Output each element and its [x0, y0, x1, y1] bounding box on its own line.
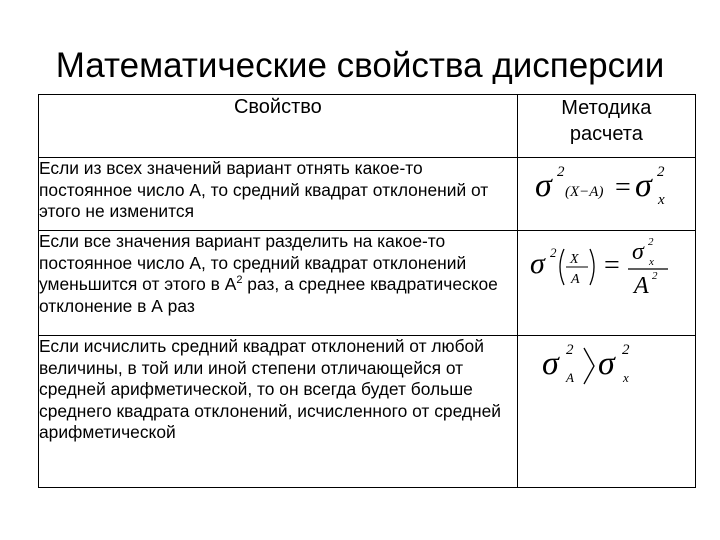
formula-argument: (X−A) [565, 184, 604, 200]
formula-equals: = [604, 250, 621, 281]
table-row [39, 336, 696, 488]
table-row [39, 158, 696, 231]
variance-shift-formula [531, 158, 681, 208]
formula-subscript-x: x [623, 370, 630, 385]
header-method-line1: Методика [561, 97, 652, 119]
formula-right-paren [590, 249, 594, 285]
formula-exponent: 2 [566, 342, 574, 358]
table-header-row [39, 95, 696, 158]
formula-cell-1 [517, 158, 695, 231]
formula-greater-than [584, 348, 594, 384]
formula-exponent: 2 [657, 164, 665, 180]
properties-table [38, 94, 696, 488]
formula-sigma: σ [535, 167, 553, 204]
property-text-2-after: раз, а среднее квадратическое отклонение в А раз [39, 274, 498, 316]
formula-sigma: σ [632, 239, 645, 265]
table-row [39, 231, 696, 336]
page-title: Математические свойства дисперсии [55, 46, 665, 85]
variance-scale-formula [526, 231, 686, 301]
formula-sigma: σ [530, 247, 546, 280]
header-method-line2: расчета [569, 123, 643, 145]
formula-left-paren [560, 249, 564, 285]
formula-sigma: σ [542, 345, 560, 382]
formula-cell-2 [517, 231, 695, 336]
variance-minimum-formula [536, 336, 676, 396]
formula-denominator-a: A [634, 273, 650, 299]
formula-subscript: x [649, 256, 655, 268]
property-text-2-sup: 2 [236, 274, 243, 287]
formula-equals: = [615, 172, 632, 203]
header-property: Свойство [39, 95, 518, 158]
formula-subscript-a: A [566, 370, 575, 385]
formula-numerator: X [570, 252, 579, 267]
property-text-1: Если из всех значений вариант отнять какое-то постоянное число А, то средний квадрат отклонений от этого не изменится [39, 158, 518, 231]
formula-exponent: 2 [550, 245, 557, 260]
formula-sigma: σ [635, 167, 653, 204]
formula-subscript: x [658, 192, 666, 208]
formula-exponent: 2 [557, 164, 565, 180]
header-method [517, 95, 695, 158]
property-text-3: Если исчислить средний квадрат отклонений от любой величины, в той или иной степени отличающейся от средней арифметической, то он всегда будет больше среднего квадрата отклонений, исчисленного от средней арифметической [39, 336, 518, 488]
formula-exponent: 2 [648, 236, 654, 248]
formula-cell-3 [517, 336, 695, 488]
formula-sigma: σ [598, 345, 616, 382]
property-text-2 [39, 231, 518, 336]
formula-denominator-exponent: 2 [652, 270, 658, 282]
property-text-2-before: Если все значения вариант разделить на какое-то постоянное число А, то средний квадрат отклонений уменьшится от этого в А [39, 231, 467, 294]
formula-exponent: 2 [622, 342, 630, 358]
formula-denominator: A [571, 272, 580, 287]
